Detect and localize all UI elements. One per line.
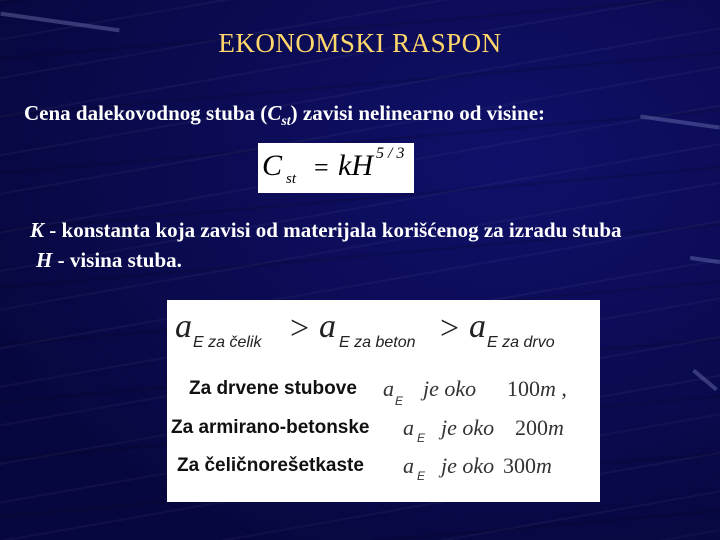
row-label-armirano: Za armirano-betonske (171, 417, 370, 438)
slide-title: EKONOMSKI RASPON (218, 28, 502, 58)
row-value-drvene: 100m , (507, 376, 567, 401)
intro-text-after: ) zavisi nelinearno od visine: (290, 101, 546, 125)
inequality-a1: a (175, 308, 192, 345)
definition-k-symbol: K (30, 218, 45, 242)
intro-subscript: st (281, 114, 291, 130)
row-value-armirano: 200m (515, 415, 564, 440)
span-comparison-panel (167, 300, 600, 502)
row-E-celicno: E (417, 469, 426, 483)
definition-k-text: - konstanta koja zavisi od materijala korišćenog za izradu stuba (44, 218, 622, 242)
formula-lhs: C (262, 149, 283, 182)
inequality-a3: a (469, 308, 486, 345)
intro-symbol: C (267, 101, 282, 125)
definition-h (36, 248, 182, 273)
intro-text-before: Cena dalekovodnog stuba ( (24, 101, 268, 125)
definition-k (30, 218, 622, 243)
definition-h-symbol: H (36, 248, 53, 272)
formula-box (258, 143, 414, 193)
row-E-drvene: E (395, 394, 404, 408)
row-E-armirano: E (417, 431, 426, 445)
row-a-drvene: a (383, 376, 394, 401)
row-je-oko-armirano: je oko (441, 415, 495, 440)
inequality-gt2: > (440, 310, 460, 347)
intro-line (24, 101, 545, 130)
formula-exponent: 5 / 3 (376, 145, 405, 162)
inequality-gt1: > (290, 310, 310, 347)
row-label-drvene: Za drvene stubove (189, 378, 357, 399)
inequality-sub-beton: E za beton (339, 334, 416, 351)
row-a-armirano: a (403, 415, 414, 440)
inequality-sub-drvo: E za drvo (487, 334, 555, 351)
definition-h-text: - visina stuba. (52, 248, 182, 272)
inequality-a2: a (319, 308, 336, 345)
formula-lhs-subscript: st (286, 171, 297, 187)
background-streak (640, 114, 720, 129)
formula-rhs: kH (338, 149, 373, 182)
inequality-sub-celik: E za čelik (193, 334, 262, 351)
background-streak (690, 256, 720, 264)
row-a-celicno: a (403, 453, 414, 478)
row-je-oko-celicno: je oko (441, 453, 495, 478)
background-streak (692, 369, 718, 391)
row-je-oko-drvene: je oko (423, 376, 477, 401)
row-value-celicno: 300m (503, 453, 552, 478)
formula-equals: = (314, 153, 329, 182)
row-label-celicno: Za čeličnorešetkaste (177, 455, 364, 476)
